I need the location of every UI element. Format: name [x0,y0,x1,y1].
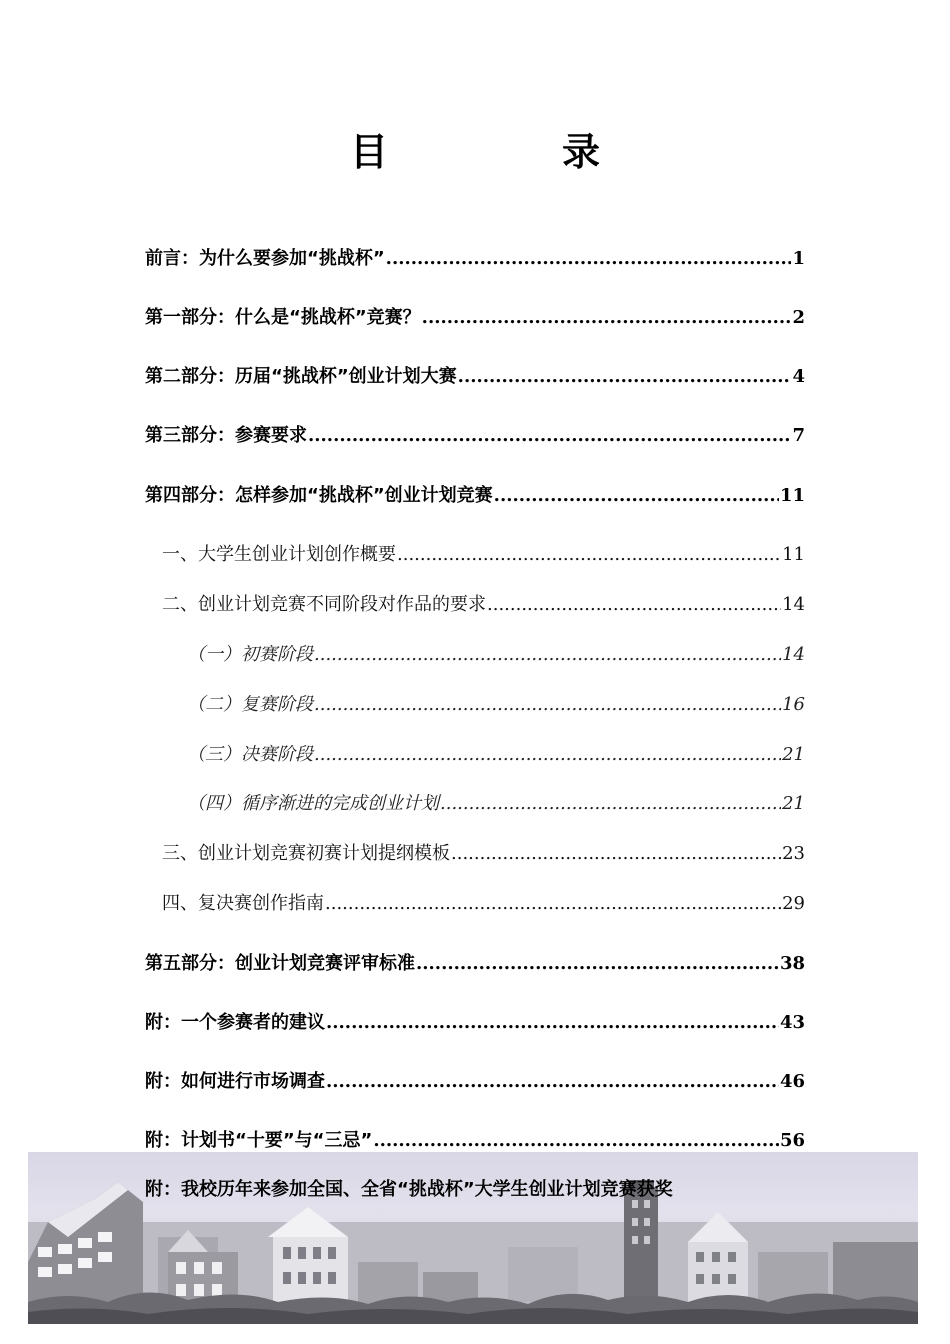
dot-leader [325,889,781,919]
toc-entry-appendix-1[interactable] [145,1008,805,1038]
toc-entry-part-1[interactable] [145,303,805,333]
toc-entry-label: （四）循序渐进的完成创业计划 [187,793,439,814]
toc-page-number: 11 [782,544,805,565]
page-title: 目 录 [349,130,668,174]
toc-entry-label: （一）初赛阶段 [187,644,313,665]
dot-leader [422,303,792,333]
dot-leader [487,590,781,620]
toc-entry-label: 附：计划书“十要”与“三忌” [145,1130,373,1151]
dot-leader [416,949,779,979]
toc-entry-label: 前言：为什么要参加“挑战杯” [145,248,385,269]
dot-leader [397,540,781,570]
toc-page-number: 4 [792,366,805,387]
toc-entry-label: 第五部分：创业计划竞赛评审标准 [145,953,415,974]
toc-entry-label: 一、大学生创业计划创作概要 [162,544,396,565]
toc-page-number: 16 [782,694,805,715]
toc-entry-label: 四、复决赛创作指南 [162,893,324,914]
dot-leader [308,421,791,451]
toc-page-number: 14 [782,594,805,615]
toc-page-number: 7 [792,425,805,446]
toc-entry-label: （三）决赛阶段 [187,744,313,765]
toc-page-number: 21 [782,793,805,814]
dot-leader [494,481,779,511]
toc-entry-label: （二）复赛阶段 [187,694,313,715]
toc-entry-subsection-2[interactable] [187,690,805,720]
toc-entry-label: 第三部分：参赛要求 [145,425,307,446]
toc-page-number: 11 [779,485,805,506]
toc-page-number: 2 [792,307,805,328]
toc-page-number: 21 [782,744,805,765]
dot-leader [314,690,781,720]
dot-leader [386,244,792,274]
toc-entry-label: 二、创业计划竞赛不同阶段对作品的要求 [162,594,486,615]
toc-entry-label: 附：一个参赛者的建议 [145,1012,325,1033]
toc-page-number: 14 [782,644,805,665]
toc-entry-subsection-4[interactable] [187,789,805,819]
toc-entry-part-4[interactable] [145,481,805,511]
toc-page-number: 43 [779,1012,805,1033]
toc-entry-section-1[interactable] [162,540,805,570]
dot-leader [314,640,781,670]
toc-entry-appendix-2[interactable] [145,1067,805,1097]
toc-entry-label: 第二部分：历届“挑战杯”创业计划大赛 [145,366,457,387]
toc-entry-label: 第四部分：怎样参加“挑战杯”创业计划竞赛 [145,485,493,506]
toc-entry-subsection-3[interactable] [187,740,805,770]
toc-page-number: 23 [782,843,805,864]
dot-leader [440,789,781,819]
toc-entry-subsection-1[interactable] [187,640,805,670]
toc-page-number: 56 [779,1130,805,1151]
toc-entry-label: 三、创业计划竞赛初赛计划提纲模板 [162,843,450,864]
toc-page-number: 46 [779,1071,805,1092]
dot-leader [451,839,781,869]
toc-entry-part-2[interactable] [145,362,805,392]
toc-page-number: 38 [779,953,805,974]
toc-entry-label: 第一部分：什么是“挑战杯”竞赛？ [145,307,421,328]
dot-leader [326,1008,779,1038]
toc-entry-section-2[interactable] [162,590,805,620]
toc-entry-section-3[interactable] [162,839,805,869]
toc-entry-section-4[interactable] [162,889,805,919]
toc-entry-part-5[interactable] [145,949,805,979]
dot-leader [326,1067,779,1097]
toc-entry-label: 附：如何进行市场调查 [145,1071,325,1092]
toc-entry-part-3[interactable] [145,421,805,451]
dot-leader [314,740,781,770]
toc-entry-appendix-4[interactable]: 附：我校历年来参加全国、全省“挑战杯”大学生创业计划竞赛获奖 [145,1179,673,1200]
toc-page-number: 1 [792,248,805,269]
toc-page-number: 29 [782,893,805,914]
dot-leader [458,362,792,392]
toc-entry-preface[interactable] [145,244,805,274]
